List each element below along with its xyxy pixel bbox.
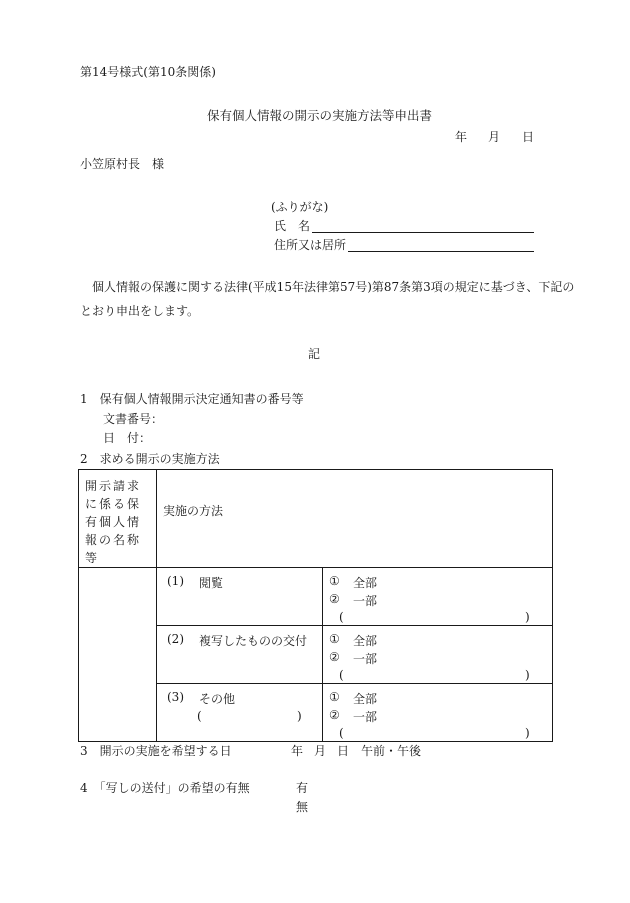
choice-cell-1[interactable] <box>323 568 553 626</box>
name-header: 開示請求に係る保有個人情報の名称等 <box>85 479 142 565</box>
body-text-line1: 個人情報の保護に関する法律(平成15年法律第57号)第87条第3項の規定に基づき、下記の <box>92 280 575 294</box>
choice-2-paren-open: ( <box>339 668 344 682</box>
section1-heading: 1 保有個人情報開示決定通知書の番号等 <box>80 392 304 406</box>
method-1-num: (1) <box>167 574 184 588</box>
date-year: 年 <box>455 130 468 144</box>
form-title: 保有個人情報の開示の実施方法等申出書 <box>207 108 433 123</box>
choice-2-all-label: 全部 <box>353 634 378 648</box>
section4-heading: 4 「写しの送付」の希望の有無 <box>80 781 250 795</box>
address-field-line <box>348 251 534 252</box>
date-month: 月 <box>488 130 501 144</box>
section3-heading: 3 開示の実施を希望する日 <box>80 744 232 758</box>
choice-1-all-label: 全部 <box>353 576 378 590</box>
info-name-cell[interactable] <box>79 568 157 742</box>
section3-year: 年 <box>291 744 304 758</box>
choice-1-part-mark[interactable]: ② <box>329 592 340 606</box>
method-row-3[interactable] <box>157 684 323 742</box>
date-day: 日 <box>522 130 535 144</box>
section3-ampm[interactable]: 午前・午後 <box>361 744 422 758</box>
method-row-2[interactable] <box>157 626 323 684</box>
ki-heading: 記 <box>308 347 321 361</box>
section2-heading: 2 求める開示の実施方法 <box>80 452 220 466</box>
choice-1-paren-open: ( <box>339 610 344 624</box>
method-3-label: その他 <box>199 692 236 706</box>
method-2-num: (2) <box>167 632 184 646</box>
section4-yes[interactable]: 有 <box>296 781 309 795</box>
method-header-cell <box>157 470 553 568</box>
method-1-label: 閲覧 <box>199 576 224 590</box>
choice-1-all-mark[interactable]: ① <box>329 574 340 588</box>
name-field-line <box>312 232 534 233</box>
choice-3-paren-close: ) <box>525 726 530 740</box>
method-row-1[interactable] <box>157 568 323 626</box>
method-table <box>78 469 553 742</box>
name-header-cell <box>79 470 157 568</box>
method-header: 実施の方法 <box>163 504 224 518</box>
choice-3-part-label: 一部 <box>353 710 378 724</box>
choice-cell-2[interactable] <box>323 626 553 684</box>
other-paren-close: ) <box>297 709 302 723</box>
choice-3-part-mark[interactable]: ② <box>329 708 340 722</box>
address-label: 住所又は居所 <box>274 238 347 252</box>
doc-number-label: 文書番号： <box>103 412 164 426</box>
addressee: 小笠原村長 様 <box>80 157 165 171</box>
choice-2-paren-close: ) <box>525 668 530 682</box>
choice-3-all-label: 全部 <box>353 692 378 706</box>
section3-month: 月 <box>314 744 327 758</box>
other-paren-open: ( <box>197 709 202 723</box>
body-text-line2: とおり申出をします。 <box>80 304 200 318</box>
choice-3-paren-open: ( <box>339 726 344 740</box>
section4-no[interactable]: 無 <box>296 800 309 814</box>
choice-1-paren-close: ) <box>525 610 530 624</box>
method-3-num: (3) <box>167 690 184 704</box>
choice-1-part-label: 一部 <box>353 594 378 608</box>
choice-2-part-label: 一部 <box>353 652 378 666</box>
section3-day: 日 <box>337 744 350 758</box>
choice-cell-3[interactable] <box>323 684 553 742</box>
form-number: 第14号様式(第10条関係) <box>80 65 216 79</box>
method-2-label: 複写したものの交付 <box>199 634 308 648</box>
choice-2-part-mark[interactable]: ② <box>329 650 340 664</box>
furigana-label: (ふりがな) <box>271 200 329 214</box>
choice-3-all-mark[interactable]: ① <box>329 690 340 704</box>
choice-2-all-mark[interactable]: ① <box>329 632 340 646</box>
date-label: 日 付： <box>103 431 152 445</box>
name-label: 氏 名 <box>274 219 311 233</box>
